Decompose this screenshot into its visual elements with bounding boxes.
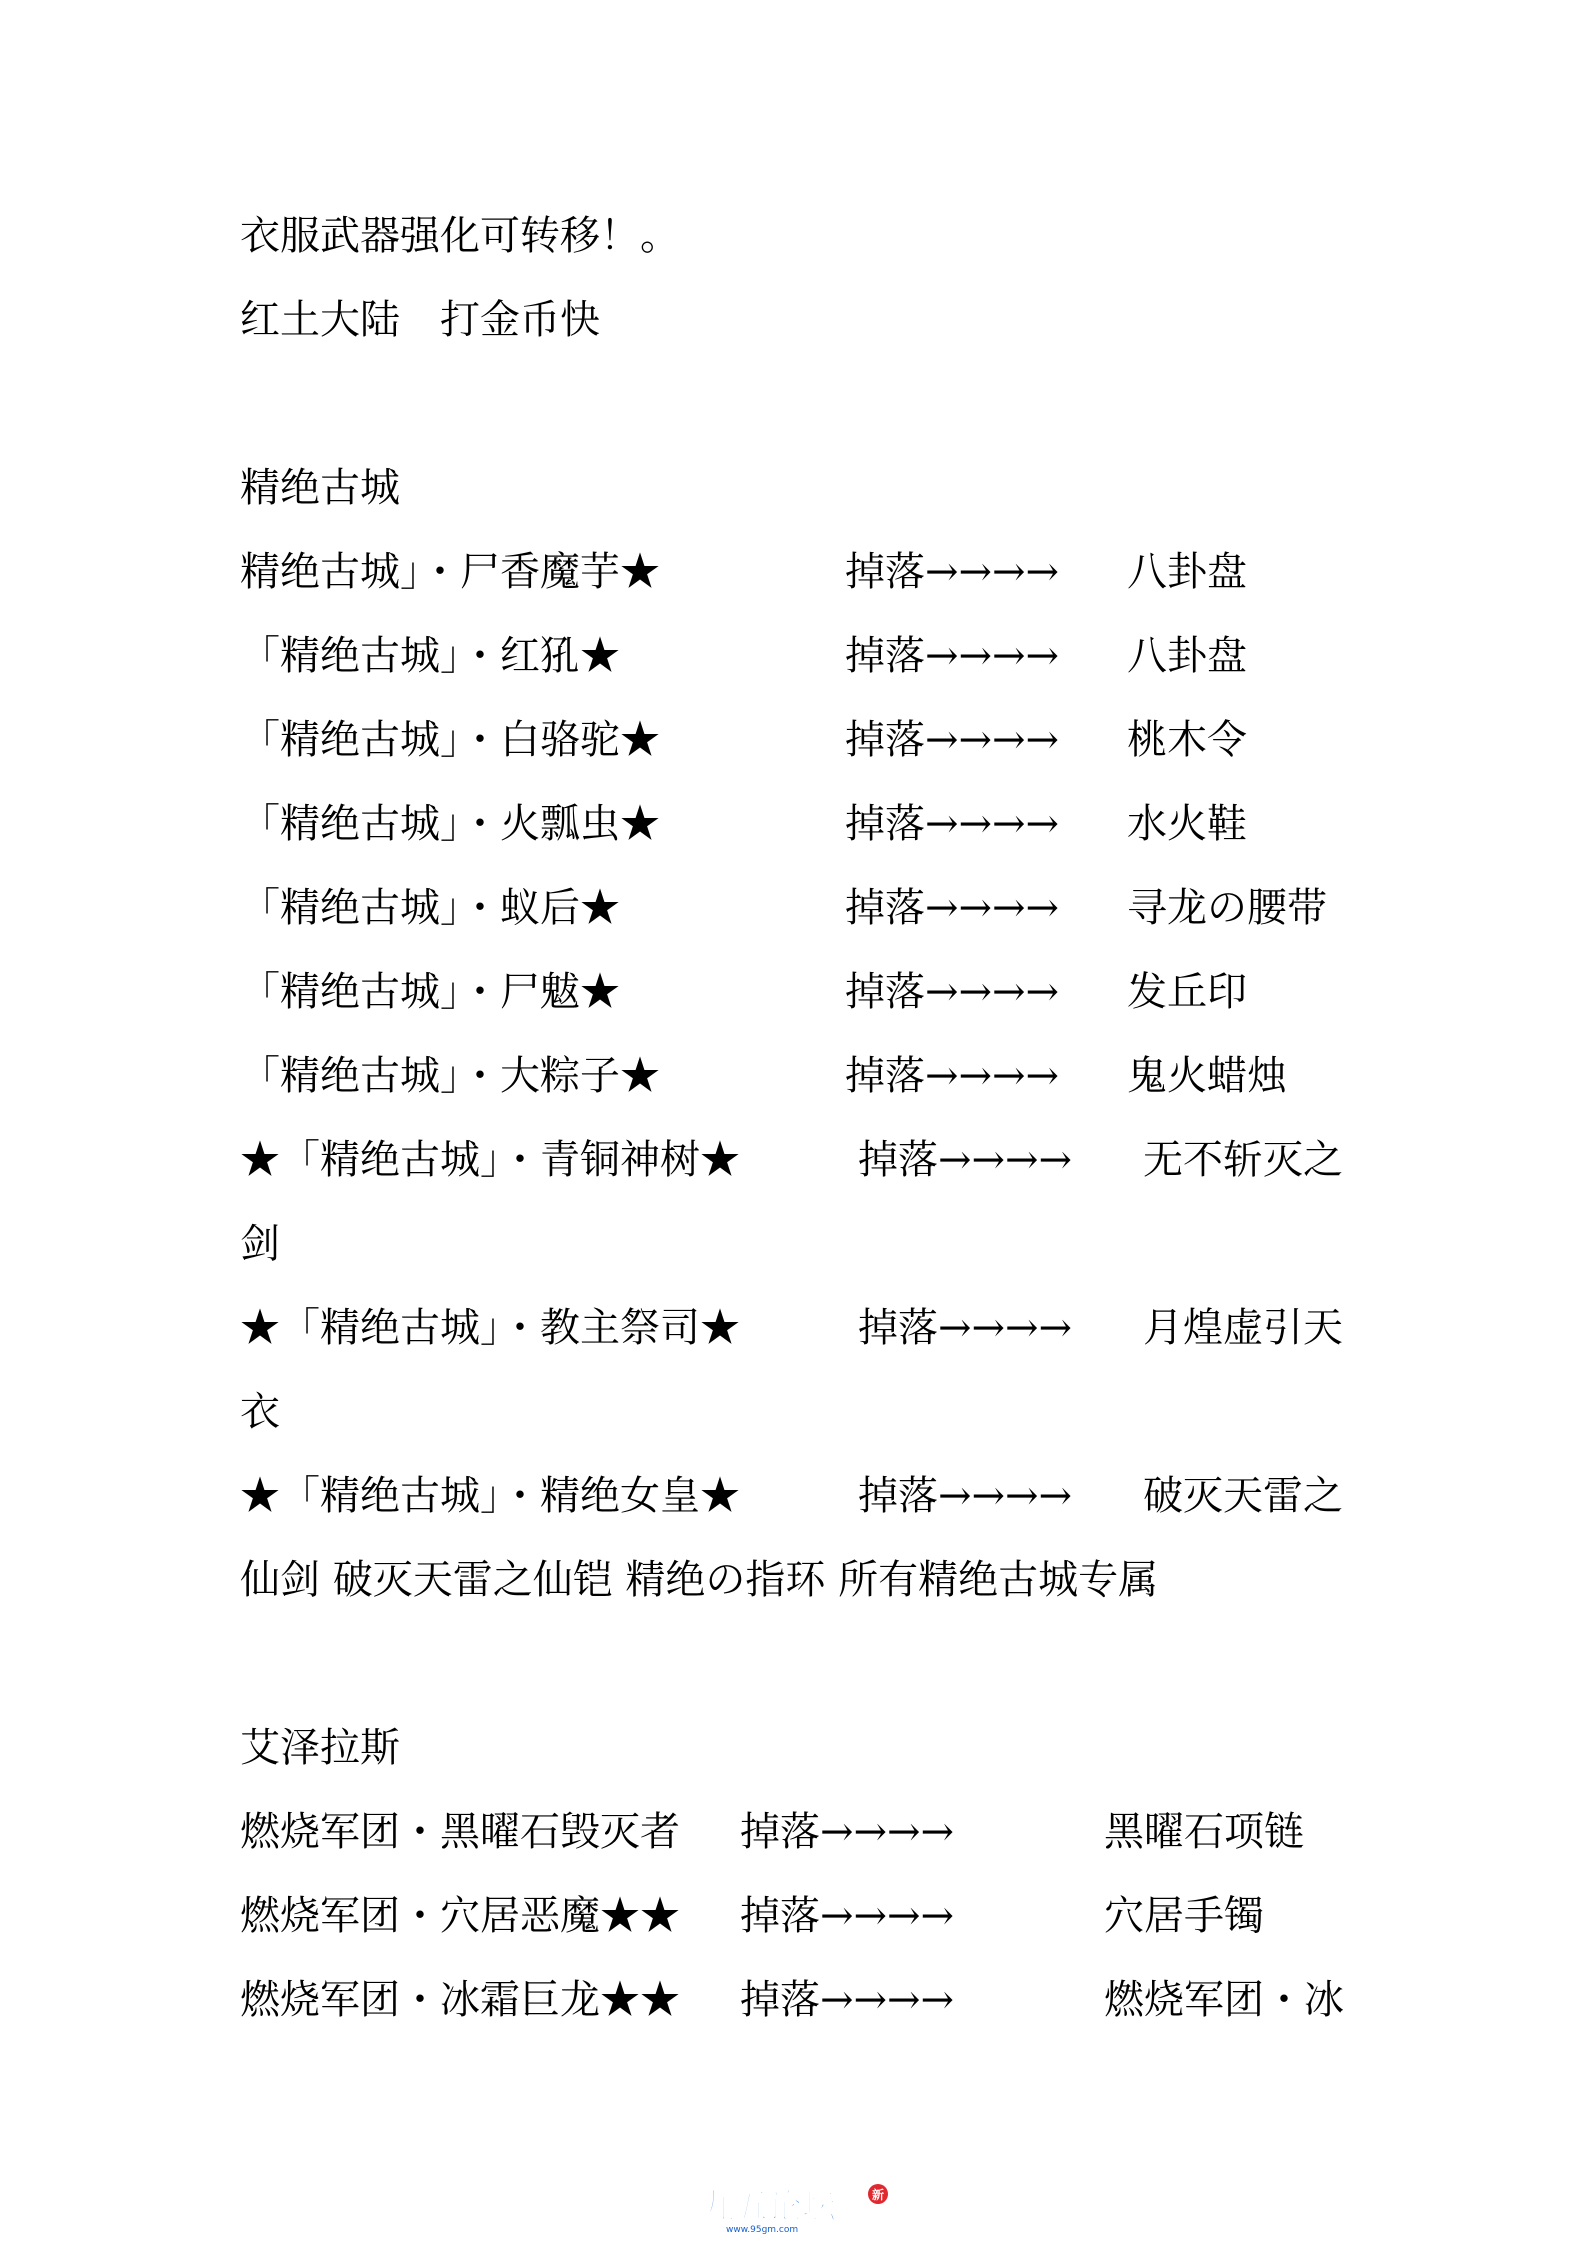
- drop-row-item: 水火鞋: [1127, 801, 1247, 847]
- drop-row-boss: 「精绝古城」・红犼★: [240, 633, 620, 679]
- drop-row-wrap: 剑: [240, 1221, 280, 1267]
- drop-row-arrow: 掉落→→→→: [845, 1053, 1060, 1099]
- logo-url: www.95gm.com: [726, 2225, 799, 2235]
- drop-row-boss: 燃烧军团・穴居恶魔★★: [240, 1893, 680, 1939]
- logo-badge: 新: [872, 2188, 885, 2202]
- drop-row-wrap: 衣: [240, 1389, 280, 1435]
- drop-row-arrow: 掉落→→→→: [845, 801, 1060, 847]
- drop-row-arrow: 掉落→→→→: [858, 1473, 1073, 1519]
- drop-row-item: 八卦盘: [1127, 633, 1247, 679]
- site-logo: [696, 2180, 896, 2236]
- drop-row-item: 穴居手镯: [1104, 1893, 1264, 1939]
- drop-row-boss: 「精绝古城」・蚁后★: [240, 885, 620, 931]
- drop-row-item: 桃木令: [1127, 717, 1247, 763]
- drop-row-boss: 「精绝古城」・尸魃★: [240, 969, 620, 1015]
- drop-row-item: 鬼火蜡烛: [1127, 1053, 1287, 1099]
- drop-row-arrow: 掉落→→→→: [845, 717, 1060, 763]
- site-logo-icon: [696, 2180, 896, 2236]
- intro-line-2: 红土大陆 打金币快: [240, 297, 600, 343]
- drop-row-item: 寻龙の腰带: [1127, 885, 1327, 931]
- drop-row-arrow: 掉落→→→→: [740, 1809, 955, 1855]
- drop-row-arrow: 掉落→→→→: [740, 1893, 955, 1939]
- drop-row-arrow: 掉落→→→→: [845, 885, 1060, 931]
- drop-row-boss: 「精绝古城」・大粽子★: [240, 1053, 660, 1099]
- drop-row-item: 发丘印: [1127, 969, 1247, 1015]
- drop-row-boss: ★「精绝古城」・精绝女皇★: [240, 1473, 740, 1519]
- drop-row-arrow: 掉落→→→→: [845, 633, 1060, 679]
- section-title-jingjue: 精绝古城: [240, 465, 400, 511]
- drop-row-boss: 燃烧军团・黑曜石毁灭者: [240, 1809, 680, 1855]
- drop-row-boss: 「精绝古城」・火瓢虫★: [240, 801, 660, 847]
- drop-row-boss: ★「精绝古城」・青铜神树★: [240, 1137, 740, 1183]
- section-title-azeroth: 艾泽拉斯: [240, 1725, 400, 1771]
- drop-row-boss: ★「精绝古城」・教主祭司★: [240, 1305, 740, 1351]
- drop-row-item: 月煌虚引天: [1143, 1305, 1343, 1351]
- drop-row-item: 破灭天雷之: [1143, 1473, 1343, 1519]
- drop-row-item: 八卦盘: [1127, 549, 1247, 595]
- drop-row-boss: 「精绝古城」・白骆驼★: [240, 717, 660, 763]
- drop-row-item: 燃烧军团・冰: [1104, 1977, 1344, 2023]
- intro-line-1: 衣服武器强化可转移！。: [240, 213, 680, 259]
- drop-row-wrap: 仙剑 破灭天雷之仙铠 精绝の指环 所有精绝古城专属: [240, 1557, 1159, 1603]
- logo-text: 九五论坛: [700, 2187, 836, 2227]
- drop-row-arrow: 掉落→→→→: [740, 1977, 955, 2023]
- drop-row-arrow: 掉落→→→→: [845, 549, 1060, 595]
- drop-row-boss: 燃烧军团・冰霜巨龙★★: [240, 1977, 680, 2023]
- drop-row-item: 黑曜石项链: [1104, 1809, 1304, 1855]
- drop-row-arrow: 掉落→→→→: [858, 1137, 1073, 1183]
- drop-row-arrow: 掉落→→→→: [858, 1305, 1073, 1351]
- drop-row-item: 无不斩灭之: [1143, 1137, 1343, 1183]
- drop-row-arrow: 掉落→→→→: [845, 969, 1060, 1015]
- drop-row-boss: 精绝古城」・尸香魔芋★: [240, 549, 660, 595]
